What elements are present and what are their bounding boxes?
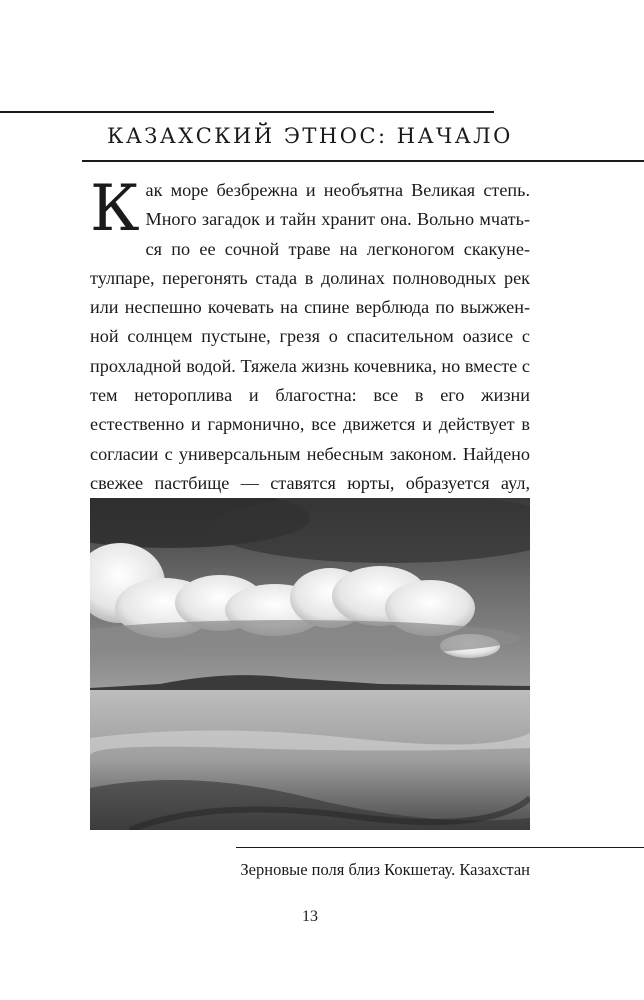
- drop-cap: К: [90, 172, 140, 246]
- header-top-rule: [0, 111, 494, 113]
- page-number: 13: [302, 908, 318, 925]
- body-paragraph: [90, 172, 530, 528]
- landscape-photo: [90, 498, 530, 830]
- caption-rule: [236, 847, 644, 848]
- chapter-title: КАЗАХСКИЙ ЭТНОС: НАЧАЛО: [107, 124, 513, 148]
- wheat-field-clouds-image: [90, 498, 530, 830]
- header-bottom-rule: [82, 160, 644, 162]
- figure-caption: Зерновые поля близ Кокшетау. Казахстан: [240, 860, 530, 879]
- paragraph-text: ак море безбрежна и необъятна Великая степь. Много загадок и тайн хранит она. Вольно мчаться по ее сочной траве на легконогом скакуне-тулпаре, перегонять стада в долинах полноводных рек или неспешно кочевать на спине верблюда по выжженной солнцем пустыне, грезя о спасительном оазисе с прохладной водой. Тяжела жизнь кочевника, но вместе с тем неторопливa и благостна: все в его жизни естественно и гармонично, все движется и действует в согласии с универсальным небесным законом. Найдено свежее пастбище — ставятся юрты, образуется аул,: [90, 180, 530, 493]
